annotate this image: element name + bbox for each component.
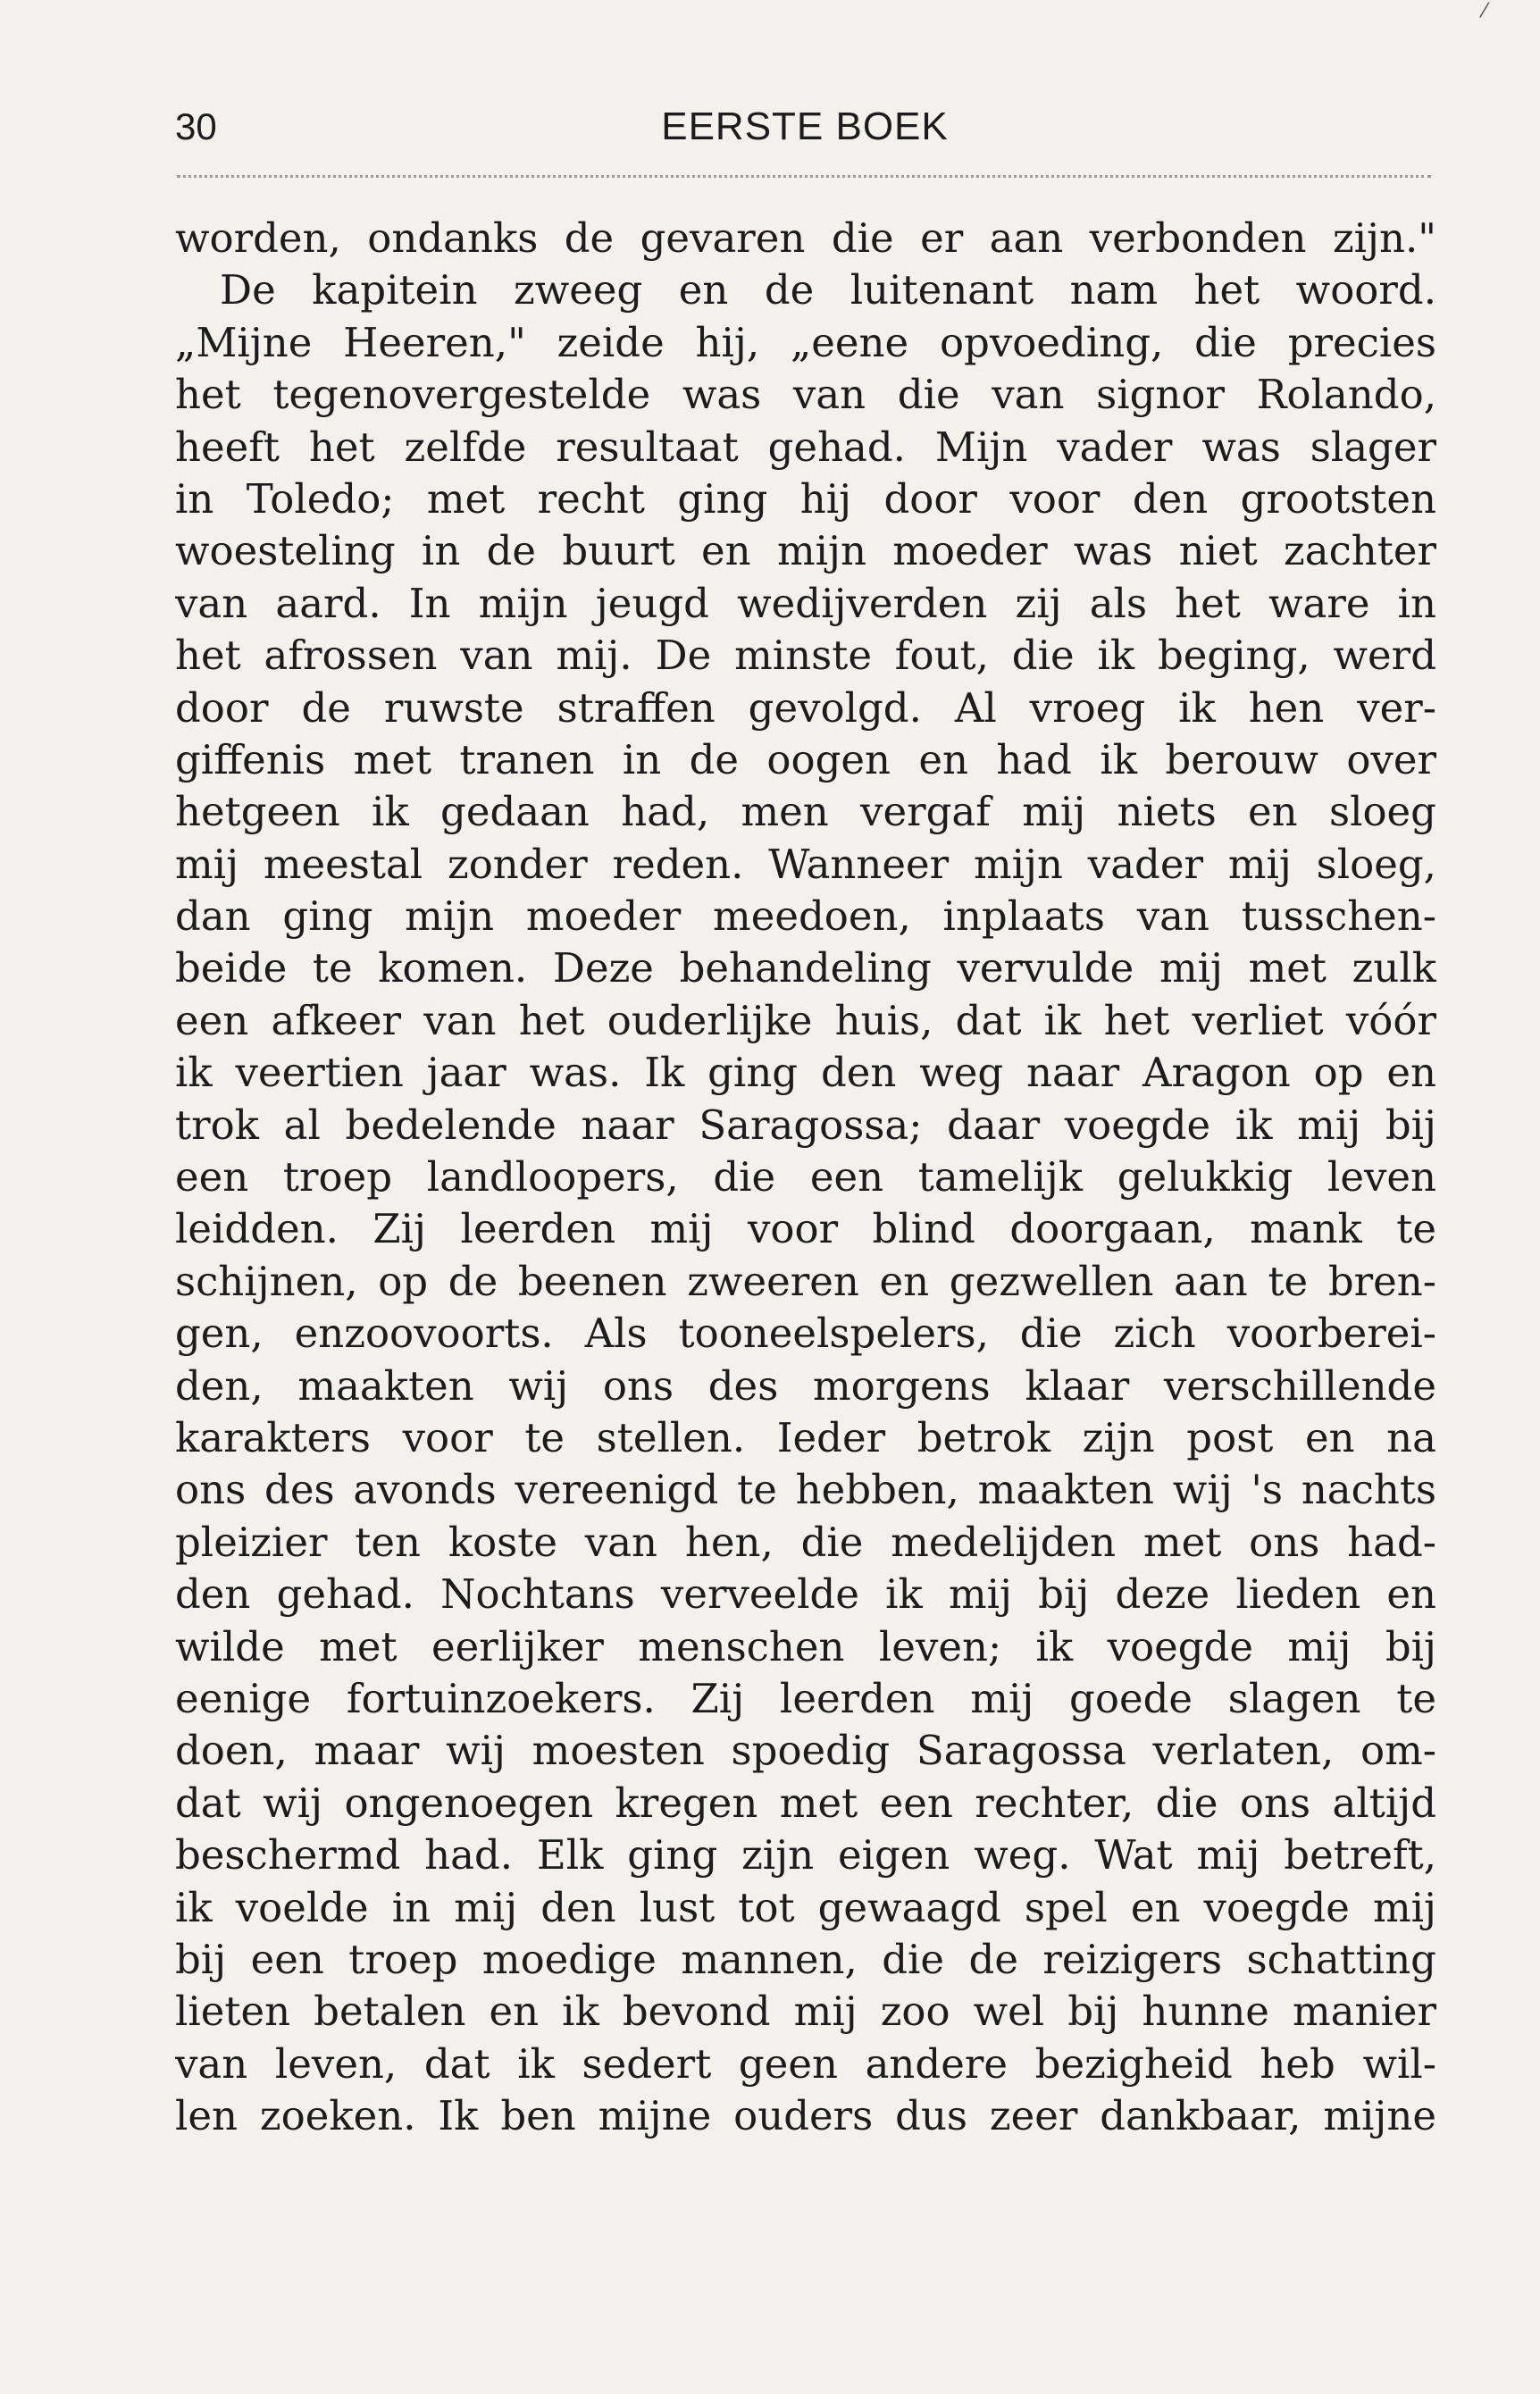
text-line: door de ruwste straffen gevolgd. Al vroeg ik hen ver- <box>175 683 1436 732</box>
page-number: 30 <box>175 105 217 147</box>
text-line: De kapitein zweeg en de luitenant nam het woord. <box>220 266 1436 314</box>
text-line: het afrossen van mij. De minste fout, die ik beging, werd <box>175 632 1436 680</box>
text-line: schijnen, op de beenen zweeren en gezwellen aan te bren- <box>175 1257 1436 1305</box>
body-text <box>175 213 1436 2142</box>
text-line: lieten betalen en ik bevond mij zoo wel bij hunne manier <box>175 1988 1436 2036</box>
text-line: van aard. In mijn jeugd wedijverden zij als het ware in <box>175 579 1436 627</box>
text-line: ik voelde in mij den lust tot gewaagd spel en voegde mij <box>175 1883 1436 1931</box>
text-line: het tegenovergestelde was van die van signor Rolando, <box>175 371 1436 419</box>
text-line: in Toledo; met recht ging hij door voor den grootsten <box>175 474 1436 523</box>
text-line: len zoeken. Ik ben mijne ouders dus zeer dankbaar, mijne <box>175 2092 1436 2140</box>
text-line: dat wij ongenoegen kregen met een rechter, die ons altijd <box>175 1779 1436 1827</box>
text-line: ons des avonds vereenigd te hebben, maakten wij 's nachts <box>175 1466 1436 1514</box>
text-line: beschermd had. Elk ging zijn eigen weg. Wat mij betreft, <box>175 1831 1436 1879</box>
text-line: karakters voor te stellen. Ieder betrok zijn post en na <box>175 1413 1436 1461</box>
text-line: trok al bedelende naar Saragossa; daar voegde ik mij bij <box>175 1101 1436 1149</box>
text-line: bij een troep moedige mannen, die de reizigers schatting <box>175 1935 1436 1983</box>
text-line: een troep landloopers, die een tamelijk gelukkig leven <box>175 1153 1436 1201</box>
text-line: doen, maar wij moesten spoedig Saragossa verlaten, om- <box>175 1727 1436 1775</box>
text-line: hetgeen ik gedaan had, men vergaf mij niets en sloeg <box>175 788 1436 836</box>
text-line: den, maakten wij ons des morgens klaar verschillende <box>175 1361 1436 1410</box>
text-line: leidden. Zij leerden mij voor blind doorgaan, mank te <box>175 1205 1436 1253</box>
running-head <box>175 100 1435 154</box>
stray-mark: ⁄ <box>1483 0 1486 22</box>
text-line: worden, ondanks de gevaren die er aan verbonden zijn." <box>175 214 1436 262</box>
text-line: mij meestal zonder reden. Wanneer mijn vader mij sloeg, <box>175 840 1436 888</box>
text-line: ik veertien jaar was. Ik ging den weg naar Aragon op en <box>175 1049 1436 1097</box>
text-line: giffenis met tranen in de oogen en had ik berouw over <box>175 735 1436 783</box>
text-line: beide te komen. Deze behandeling vervulde mij met zulk <box>175 944 1436 992</box>
header-divider <box>177 175 1431 178</box>
text-line: den gehad. Nochtans verveelde ik mij bij deze lieden en <box>175 1570 1436 1619</box>
text-line: van leven, dat ik sedert geen andere bezigheid heb wil- <box>175 2039 1436 2088</box>
text-line: „Mijne Heeren," zeide hij, „eene opvoeding, die precies <box>175 318 1436 366</box>
text-line: wilde met eerlijker menschen leven; ik voegde mij bij <box>175 1622 1436 1670</box>
text-line: eenige fortuinzoekers. Zij leerden mij goede slagen te <box>175 1674 1436 1722</box>
running-title: EERSTE BOEK <box>661 105 949 148</box>
text-line: dan ging mijn moeder meedoen, inplaats van tusschen- <box>175 892 1436 941</box>
text-line: een afkeer van het ouderlijke huis, dat ik het verliet vóór <box>175 996 1436 1044</box>
text-line: gen, enzoovoorts. Als tooneelspelers, die zich voorberei- <box>175 1310 1436 1358</box>
text-line: pleizier ten koste van hen, die medelijden met ons had- <box>175 1518 1436 1566</box>
text-line: heeft het zelfde resultaat gehad. Mijn vader was slager <box>175 423 1436 471</box>
text-line: woesteling in de buurt en mijn moeder was niet zachter <box>175 527 1436 575</box>
